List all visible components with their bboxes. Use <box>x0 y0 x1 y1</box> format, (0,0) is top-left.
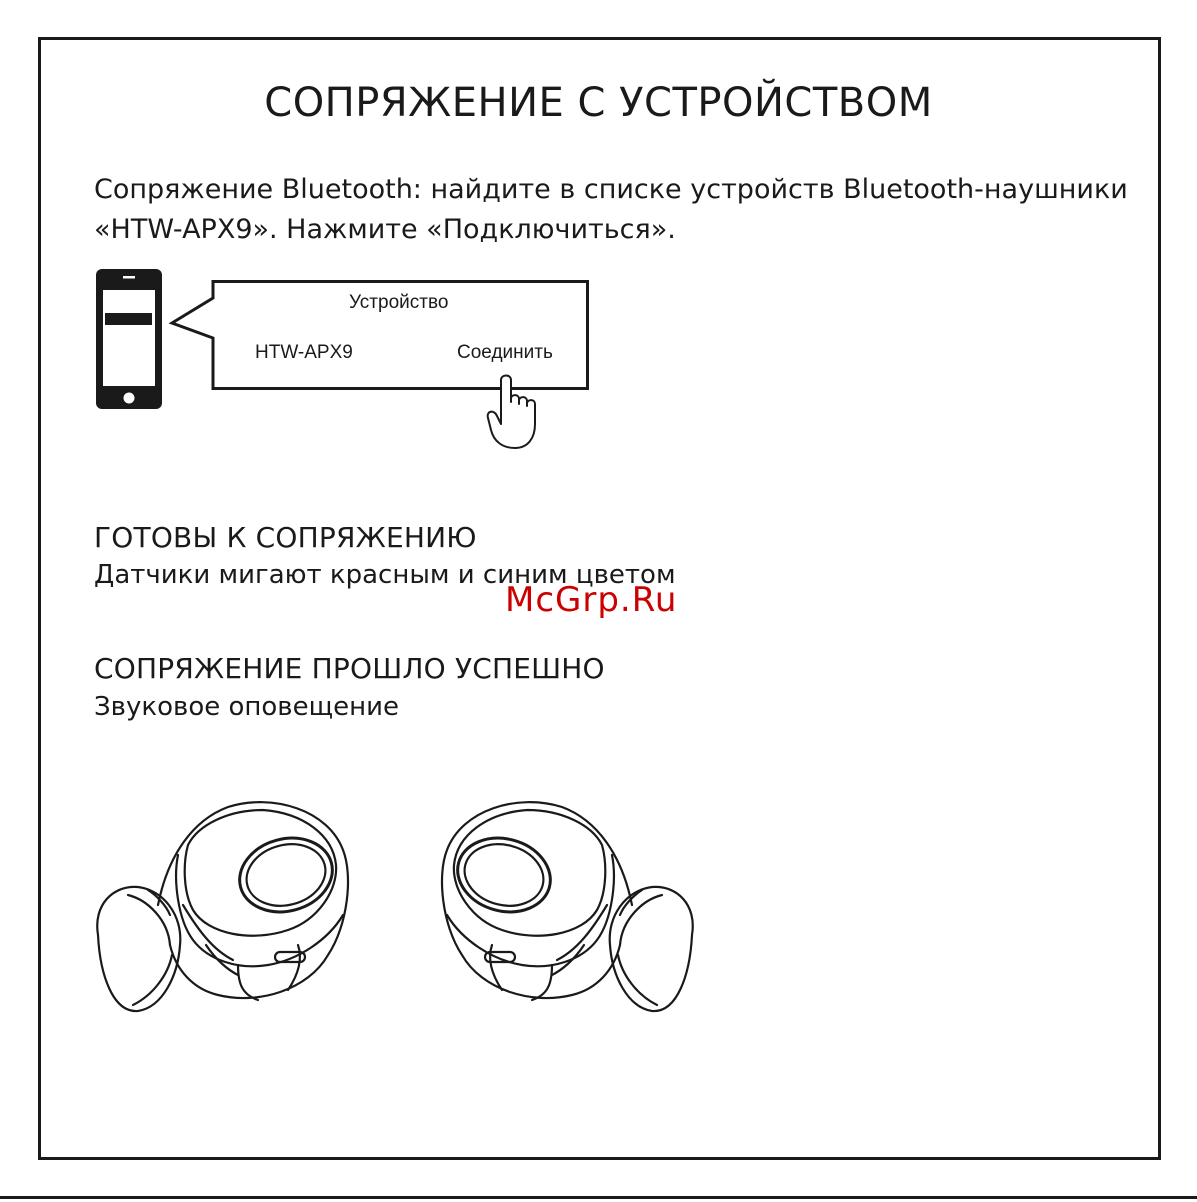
tap-hand-icon <box>484 372 540 452</box>
intro-text <box>94 170 1134 250</box>
ready-description: Датчики мигают красным и синим цветом <box>94 560 676 590</box>
intro-line-1: Сопряжение Bluetooth: найдите в списке устройств Bluetooth-наушники <box>94 174 1128 205</box>
success-description: Звуковое оповещение <box>94 692 399 722</box>
right-earbud-illustration <box>432 795 702 1025</box>
ready-heading: ГОТОВЫ К СОПРЯЖЕНИЮ <box>94 521 477 554</box>
dialog-connect-button[interactable]: Соединить <box>457 342 553 363</box>
watermark: McGrp.Ru <box>505 580 678 620</box>
dialog-device-name[interactable]: HTW-APX9 <box>255 342 353 363</box>
left-earbud-illustration <box>88 795 358 1025</box>
page-title: СОПРЯЖЕНИЕ С УСТРОЙСТВОМ <box>264 80 933 126</box>
intro-line-2: «HTW-APX9». Нажмите «Подключиться». <box>94 214 676 245</box>
dialog-header: Устройство <box>349 292 449 313</box>
success-heading: СОПРЯЖЕНИЕ ПРОШЛО УСПЕШНО <box>94 652 605 685</box>
bottom-rule <box>0 1196 1197 1199</box>
phone-icon <box>95 268 163 410</box>
